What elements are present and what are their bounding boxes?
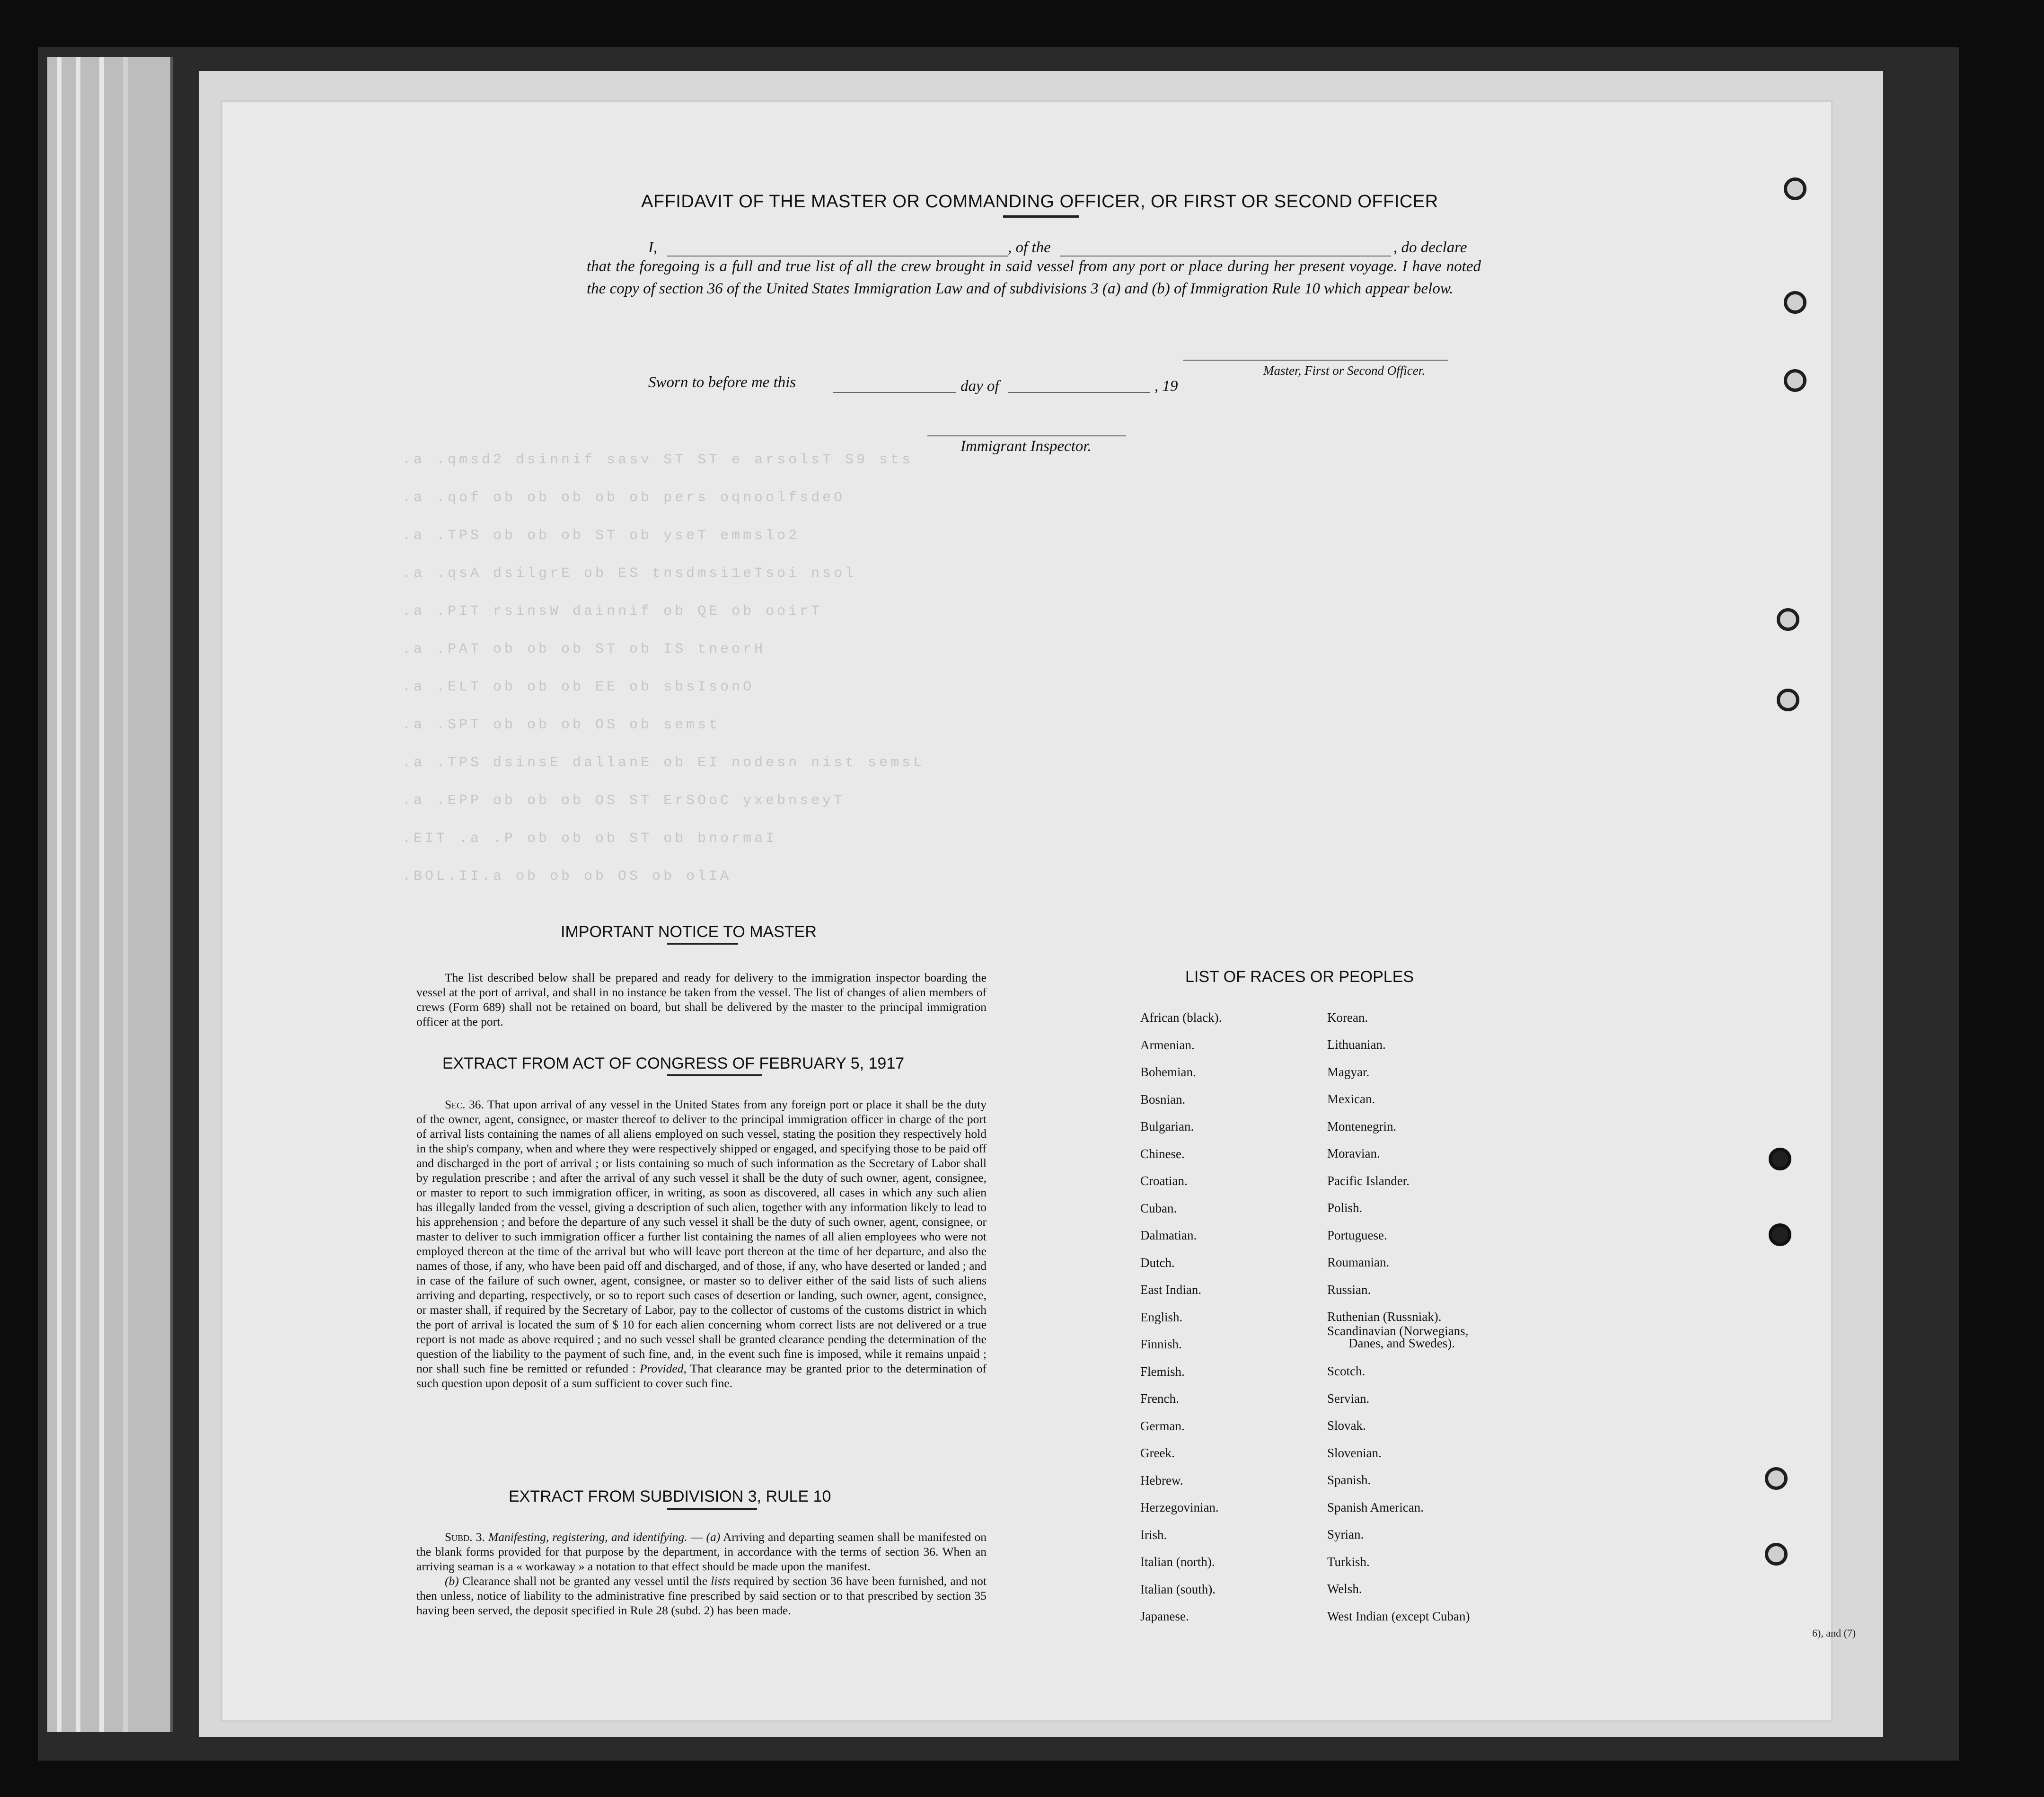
race-item: Magyar.	[1327, 1065, 1370, 1079]
race-item: Montenegrin.	[1327, 1119, 1397, 1133]
bleed-through-text: .a .PIT rsinsW dainnif ob QE ob ooirT	[402, 603, 823, 620]
title-underline	[1003, 215, 1079, 218]
bleed-through-text: .a .TPS ob ob ob ST ob yseT emmslo2	[402, 528, 800, 544]
race-item: Italian (south).	[1140, 1582, 1216, 1596]
race-item: Bosnian.	[1140, 1092, 1186, 1107]
punch-hole	[1777, 689, 1799, 711]
left-page-stack	[47, 57, 173, 1732]
race-item: Portuguese.	[1327, 1228, 1387, 1242]
bleed-through-text: .a .SPT ob ob ob OS ob semst	[402, 717, 721, 733]
notice-underline	[667, 943, 738, 945]
rule-underline	[667, 1508, 757, 1510]
race-item: Scotch.	[1327, 1364, 1366, 1378]
race-item: Danes, and Swedes).	[1348, 1336, 1455, 1350]
race-item: Bulgarian.	[1140, 1119, 1194, 1133]
race-item: Mexican.	[1327, 1092, 1375, 1106]
race-item: Italian (north).	[1140, 1555, 1215, 1569]
inspector-line[interactable]	[927, 435, 1126, 436]
i-label: I,	[648, 239, 658, 256]
affidavit-body: that the foregoing is a full and true list of all the crew brought in said vessel from any port or place during her present voyage. I have noted the copy of section 36 of the United States Immigration Law and of subdivisions 3 (a) and (b) of Immigration Rule 10 which appear below.	[587, 258, 1481, 297]
race-item: Japanese.	[1140, 1609, 1189, 1623]
rule-body: Subd. 3. Manifesting, registering, and identifying. — (a) Arriving and departing seamen shall be manifested on the blank forms provided for that purpose by the department, in accordance with the terms of section 36. When an arriving seaman is a « workaway » a notation to that effect should be made upon the manifest. (b) Clearance shall not be granted any vessel until the lists required by section 36 have been furnished, and not then unless, notice of liability to the administrative fine prescribed by said section or to that prescribed by section 35 having been served, the deposit specified in Rule 28 (subd. 2) has been made.	[416, 1530, 987, 1617]
race-item: Slovenian.	[1327, 1446, 1382, 1460]
of-the-label: , of the	[1008, 239, 1051, 256]
act-body: Sec. 36. That upon arrival of any vessel in the United States from any foreign port or place it shall be the duty of the owner, agent, consignee, or master thereof to deliver to the principal immigration officer in charge of the port of arrival lists containing the names of all aliens employed on such vessel, stating the position they respectively hold in the ship's company, when and where they were respectively shipped or engaged, and specifying those to be paid off and discharged in the port of arrival ; or lists containing so much of such information as the Secretary of Labor shall by regulation prescribe ; and after the arrival of any such vessel it shall be the duty of such owner, agent, consignee, or master to report to such immigration officer, in writing, as soon as discovered, all cases in which any such alien has illegally landed from the vessel, giving a description of such alien, together with any information likely to lead to his apprehension ; and before the departure of any such vessel it shall be the duty of such owner, agent, consignee, or master to deliver to such immigration officer a further list containing the names of all alien employees who were not employed thereon at the time of the arrival but who will leave port thereon at the time of her departure, and also the names of those, if any, who have been paid off and discharged, and of those, if any, who have deserted or landed ; and in case of the failure of such owner, agent, consignee, or master so to deliver either of the said lists of such aliens arriving and departing, respectively, or so to report such cases of desertion or landing, such owner, agent, consignee, or master shall, if required by the Secretary of Labor, pay to the collector of customs of the customs district in which the port of arrival is located the sum of $ 10 for each alien concerning whom correct lists are not delivered or a true report is not made as above required ; and no such vessel shall be granted clearance pending the determination of the question of the liability to the payment of such fine, and, in the event such fine is imposed, while it remains unpaid ; nor shall such fine be remitted or refunded : Provided, That clearance may be granted prior to the determination of such question upon deposit of a sum sufficient to cover such fine.	[416, 1098, 987, 1390]
race-item: Slovak.	[1327, 1418, 1366, 1433]
bleed-through-text: .a .ELT ob ob ob EE ob sbsIsonO	[402, 679, 755, 695]
master-signature-line[interactable]	[1183, 360, 1448, 361]
bleed-through-text: .BOL.II.a ob ob ob OS ob olIA	[402, 868, 732, 885]
bleed-through-text: .EIT .a .P ob ob ob ST ob bnormaI	[402, 831, 777, 847]
race-item: Armenian.	[1140, 1037, 1195, 1052]
race-item: Moravian.	[1327, 1146, 1380, 1160]
race-item: Scandinavian (Norwegians,	[1327, 1324, 1469, 1338]
race-item: Finnish.	[1140, 1337, 1182, 1351]
race-item: German.	[1140, 1418, 1185, 1433]
notice-title: IMPORTANT NOTICE TO MASTER	[561, 923, 817, 941]
act-underline	[667, 1074, 762, 1076]
race-item: French.	[1140, 1391, 1179, 1406]
punch-hole	[1769, 1148, 1791, 1170]
bleed-through-text: .a .TPS dsinsE dallanE ob EI nodesn nist semsL	[402, 755, 925, 771]
punch-hole	[1784, 291, 1806, 314]
race-item: Dalmatian.	[1140, 1228, 1197, 1242]
race-item: Spanish.	[1327, 1473, 1371, 1487]
bleed-through-text: .a .qof ob ob ob ob ob pers oqnoolfsdeO	[402, 490, 846, 506]
sworn-day-line[interactable]	[833, 392, 956, 393]
sworn-month-line[interactable]	[1008, 392, 1150, 393]
race-item: Spanish American.	[1327, 1500, 1424, 1514]
races-title: LIST OF RACES OR PEOPLES	[1185, 968, 1414, 986]
race-item: Bohemian.	[1140, 1065, 1196, 1079]
rule-title: EXTRACT FROM SUBDIVISION 3, RULE 10	[509, 1487, 831, 1505]
race-item: Welsh.	[1327, 1582, 1362, 1596]
bleed-through-text: .a .qmsd2 dsinnif sasv ST ST e arsolsT S9 sts	[402, 452, 914, 468]
race-item: Lithuanian.	[1327, 1037, 1386, 1052]
sworn-label: Sworn to before me this	[648, 374, 796, 391]
race-item: Ruthenian (Russniak).	[1327, 1310, 1442, 1324]
race-item: Herzegovinian.	[1140, 1500, 1219, 1514]
punch-hole	[1769, 1223, 1791, 1246]
day-of-label: day of	[960, 378, 999, 395]
punch-hole	[1765, 1543, 1788, 1566]
race-item: Servian.	[1327, 1391, 1370, 1406]
bleed-through-text: .a .PAT ob ob ob ST ob IS tneorH	[402, 641, 766, 657]
race-item: Polish.	[1327, 1201, 1363, 1215]
race-item: Pacific Islander.	[1327, 1174, 1410, 1188]
race-item: Roumanian.	[1327, 1255, 1390, 1269]
bleed-through-text: .a .EPP ob ob ob OS ST ErSOoC yxebnseyT	[402, 793, 846, 809]
inspector-label: Immigrant Inspector.	[960, 438, 1092, 455]
master-signature-label: Master, First or Second Officer.	[1263, 363, 1425, 378]
race-item: Chinese.	[1140, 1146, 1185, 1161]
do-declare-label: , do declare	[1393, 239, 1467, 256]
affidavit-title: AFFIDAVIT OF THE MASTER OR COMMANDING OFFICER, OR FIRST OR SECOND OFFICER	[641, 192, 1438, 212]
race-item: Turkish.	[1327, 1555, 1370, 1569]
corner-note: 6), and (7)	[1812, 1627, 1856, 1639]
race-item: Greek.	[1140, 1446, 1175, 1460]
race-item: East Indian.	[1140, 1283, 1201, 1297]
punch-hole	[1784, 369, 1806, 392]
act-title: EXTRACT FROM ACT OF CONGRESS OF FEBRUARY 5, 1917	[442, 1054, 905, 1072]
punch-hole	[1765, 1467, 1788, 1490]
race-item: Cuban.	[1140, 1201, 1177, 1215]
race-item: Dutch.	[1140, 1255, 1175, 1270]
race-item: Korean.	[1327, 1010, 1368, 1025]
race-item: Russian.	[1327, 1283, 1371, 1297]
race-item: African (black).	[1140, 1010, 1222, 1025]
year-label: , 19	[1154, 378, 1178, 395]
punch-hole	[1784, 177, 1806, 200]
notice-body: The list described below shall be prepared and ready for delivery to the immigration inspector boarding the vessel at the port of arrival, and shall in no instance be taken from the vessel. The list of changes of alien members of crews (Form 689) shall not be retained on board, but shall be delivered by the master to the principal immigration officer at the port.	[416, 971, 987, 1028]
race-item: Flemish.	[1140, 1364, 1185, 1379]
punch-hole	[1777, 608, 1799, 631]
race-item: Syrian.	[1327, 1527, 1364, 1541]
race-item: Hebrew.	[1140, 1473, 1183, 1487]
race-item: Irish.	[1140, 1527, 1167, 1542]
race-item: West Indian (except Cuban)	[1327, 1609, 1470, 1623]
bleed-through-text: .a .qsA dsilgrE ob ES tnsdmsi1eTsoi nsol	[402, 566, 857, 582]
race-item: Croatian.	[1140, 1174, 1188, 1188]
race-item: English.	[1140, 1310, 1183, 1324]
document-page	[222, 102, 1831, 1720]
